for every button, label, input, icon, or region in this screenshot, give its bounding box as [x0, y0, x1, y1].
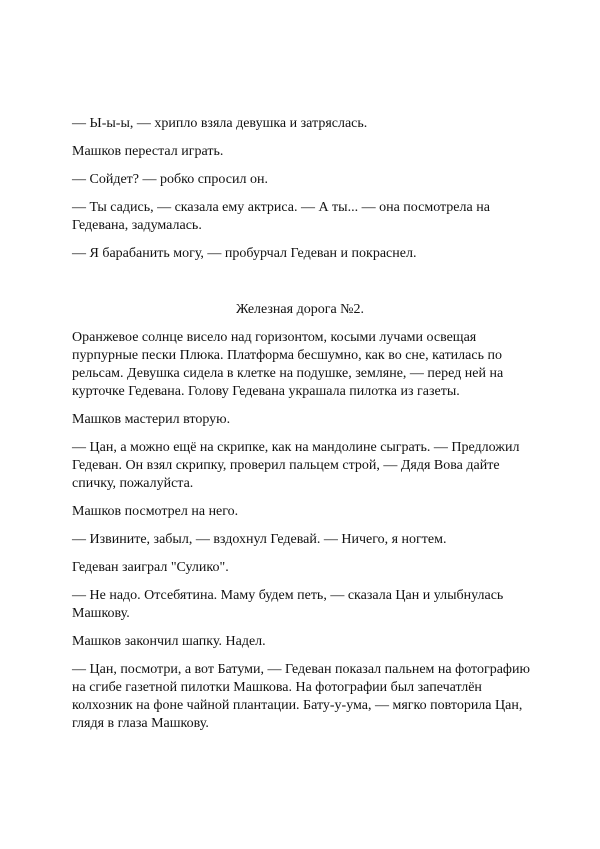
paragraph	[72, 661, 532, 733]
paragraph	[72, 559, 532, 577]
paragraph	[72, 503, 532, 521]
paragraph	[72, 633, 532, 651]
text-line: на сгибе газетной пилотки Машкова. На фотографии был запечатлён	[72, 680, 482, 695]
text-line: Машков мастерил вторую.	[72, 412, 231, 427]
text-line: — Ы-ы-ы, — хрипло взяла девушка и затряслась.	[72, 116, 368, 131]
section-heading: Железная дорога №2.	[235, 302, 365, 317]
text-line: — Ты садись, — сказала ему актриса. — А ты... — она посмотрела на	[72, 200, 490, 215]
text-line: Машков перестал играть.	[72, 144, 224, 159]
text-line: — Не надо. Отсебятина. Маму будем петь, — сказала Цан и улыбнулась	[72, 588, 504, 603]
document-text	[72, 115, 532, 743]
paragraph	[72, 115, 532, 133]
section-gap	[72, 273, 532, 301]
text-line: Машкову.	[72, 606, 130, 621]
text-line: — Я барабанить могу, — пробурчал Гедеван и покраснел.	[72, 246, 417, 261]
paragraph	[72, 199, 532, 235]
text-line: Машков посмотрел на него.	[72, 504, 239, 519]
paragraph	[72, 171, 532, 189]
paragraph	[72, 143, 532, 161]
paragraph	[72, 245, 532, 263]
text-line: Оранжевое солнце висело над горизонтом, косыми лучами освещая	[72, 330, 477, 345]
text-line: — Цан, а можно ещё на скрипке, как на мандолине сыграть. — Предложил	[72, 440, 520, 455]
text-line: рельсам. Девушка сидела в клетке на подушке, земляне, — перед ней на	[72, 366, 504, 381]
paragraph	[72, 439, 532, 493]
text-line: курточке Гедевана. Голову Гедевана украшала пилотка из газеты.	[72, 384, 460, 399]
text-line: глядя в глаза Машкову.	[72, 716, 209, 731]
paragraph	[72, 587, 532, 623]
text-line: спичку, пожалуйста.	[72, 476, 194, 491]
text-line: — Сойдет? — робко спросил он.	[72, 172, 268, 187]
text-line: — Извините, забыл, — вздохнул Гедевай. — Ничего, я ногтем.	[72, 532, 447, 547]
paragraph	[72, 531, 532, 549]
text-line: Гедеван. Он взял скрипку, проверил пальцем строй, — Дядя Вова дайте	[72, 458, 500, 473]
text-line: Гедеван заиграл "Сулико".	[72, 560, 229, 575]
paragraph	[72, 411, 532, 429]
text-line: пурпурные пески Плюка. Платформа бесшумно, как во сне, катилась по	[72, 348, 502, 363]
text-line: — Цан, посмотри, а вот Батуми, — Гедеван показал пальнем на фотографию	[72, 662, 530, 677]
text-line: Гедевана, задумалась.	[72, 218, 202, 233]
paragraph	[72, 329, 532, 401]
text-line: Машков закончил шапку. Надел.	[72, 634, 266, 649]
text-line: колхозник на фоне чайной плантации. Бату-у-ума, — мягко повторила Цан,	[72, 698, 523, 713]
